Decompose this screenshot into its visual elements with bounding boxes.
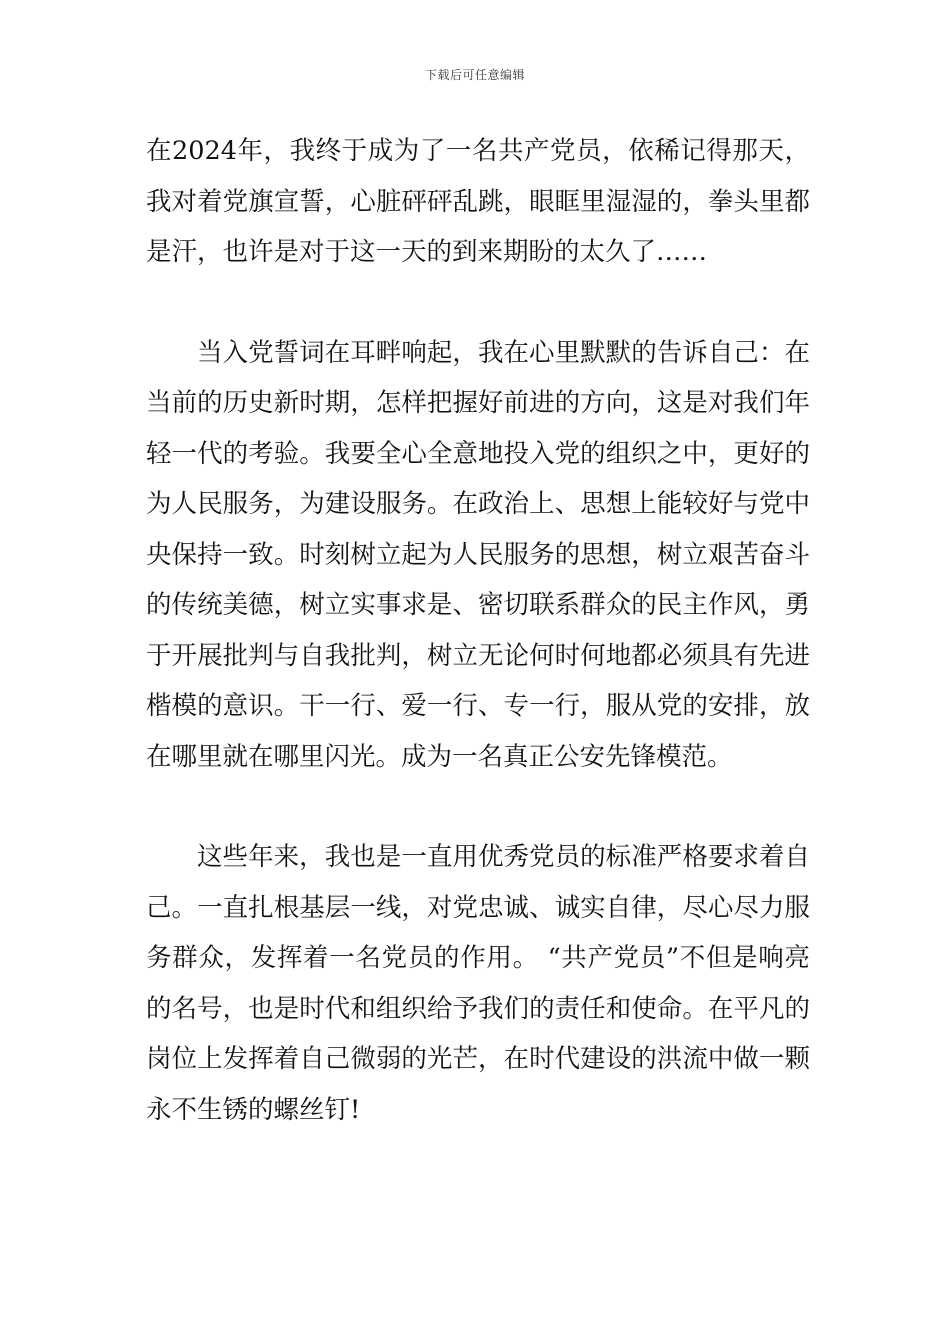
document-body bbox=[146, 126, 810, 1135]
header-note: 下载后可任意编辑 bbox=[424, 68, 525, 82]
paragraph-3: 这些年来，我也是一直用优秀党员的标准严格要求着自己。一直扎根基层一线，对党忠诚、诚实自律，尽心尽力服务群众，发挥着一名党员的作用。 “共产党员”不但是响亮的名号，也是时代和组织给予我们的责任和使命。在平凡的岗位上发挥着自己微弱的光芒，在时代建设的洪流中做一颗永不生锈的螺丝钉! bbox=[146, 842, 810, 1125]
paragraph-2: 当入党誓词在耳畔响起，我在心里默默的告诉自己：在当前的历史新时期，怎样把握好前进的方向，这是对我们年轻一代的考验。我要全心全意地投入党的组织之中，更好的为人民服务，为建设服务。在政治上、思想上能较好与党中央保持一致。时刻树立起为人民服务的思想，树立艰苦奋斗的传统美德，树立实事求是、密切联系群众的民主作风，勇于开展批判与自我批判，树立无论何时何地都必须具有先进楷模的意识。干一行、爱一行、专一行，服从党的安排，放在哪里就在哪里闪光。成为一名真正公安先锋模范。 bbox=[146, 337, 810, 772]
paragraph-1: 在2024年，我终于成为了一名共产党员，依稀记得那天，我对着党旗宣誓，心脏砰砰乱跳，眼眶里湿湿的，拳头里都是汗，也许是对于这一天的到来期盼的太久了…… bbox=[146, 136, 810, 267]
